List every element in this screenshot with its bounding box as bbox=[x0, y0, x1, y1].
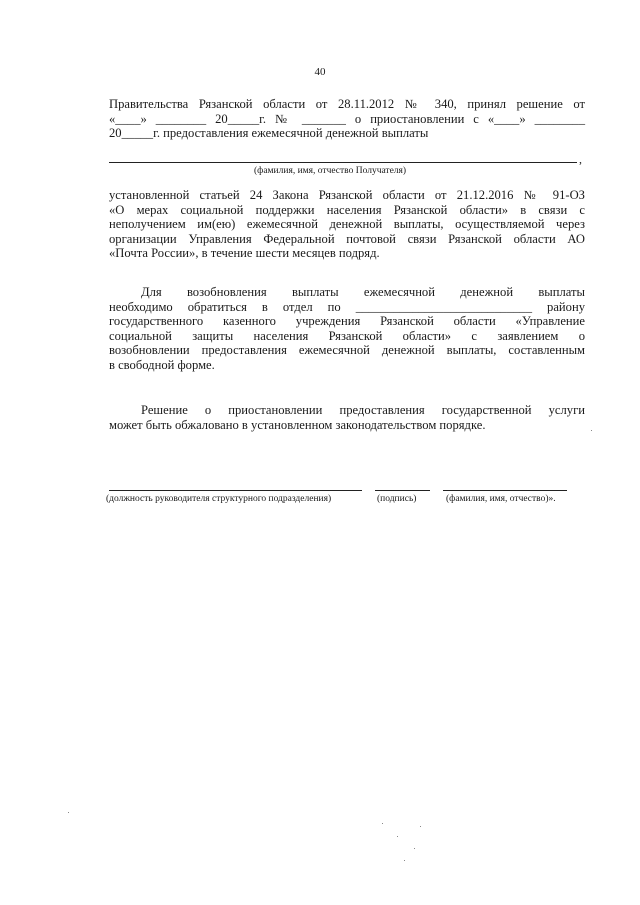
scan-speck bbox=[397, 836, 398, 837]
recipient-fill-line bbox=[109, 162, 577, 163]
text-line: организации Управления Федеральной почтовой связи Рязанской области АО bbox=[109, 231, 585, 246]
text-line: государственного казенного учреждения Рязанской области «Управление bbox=[109, 314, 585, 329]
text-line: 20_____г. предоставления ежемесячной денежной выплаты bbox=[109, 126, 429, 141]
text-line: Решение о приостановлении предоставления государственной услуги bbox=[141, 403, 585, 417]
page-number: 40 bbox=[314, 66, 326, 78]
text-line: в свободной форме. bbox=[109, 357, 215, 372]
text-line: установленной статьей 24 Закона Рязанской области от 21.12.2016 № 91-ОЗ bbox=[109, 188, 585, 202]
scan-speck bbox=[382, 823, 383, 824]
text-line: социальной защиты населения Рязанской области» с заявлением о bbox=[109, 328, 585, 343]
signature-line bbox=[375, 490, 430, 491]
scan-speck bbox=[420, 826, 421, 827]
scan-speck bbox=[414, 848, 415, 849]
text-line: может быть обжаловано в установленном законодательством порядке. bbox=[109, 417, 486, 432]
scan-speck bbox=[591, 430, 592, 431]
text-line: Правительства Рязанской области от 28.11.2012 № 340, принял решение от bbox=[109, 97, 585, 111]
text-line: неполучением им(ею) ежемесячной денежной выплаты, осуществляемой через bbox=[109, 217, 585, 232]
position-caption: (должность руководителя структурного подразделения) bbox=[106, 494, 332, 504]
text-line: «О мерах социальной поддержки населения Рязанской области» в связи с bbox=[109, 202, 585, 217]
text-line: возобновлении предоставления ежемесячной денежной выплаты, составленным bbox=[109, 343, 585, 358]
resumption-paragraph bbox=[109, 285, 585, 373]
text-line: «Почта России», в течение шести месяцев подряд. bbox=[109, 246, 380, 261]
scan-speck bbox=[404, 860, 405, 861]
appeal-paragraph bbox=[109, 403, 585, 432]
text-line: необходимо обратиться в отдел по ____________________________ району bbox=[109, 299, 585, 314]
recipient-caption: (фамилия, имя, отчество Получателя) bbox=[254, 166, 407, 176]
name-signature-line bbox=[443, 490, 567, 491]
signature-caption: (подпись) bbox=[377, 494, 417, 504]
position-signature-line bbox=[109, 490, 362, 491]
text-line: «____» ________ 20_____г. № _______ о приостановлении с «____» ________ bbox=[109, 111, 585, 126]
decision-paragraph bbox=[109, 97, 585, 141]
scan-speck bbox=[68, 812, 69, 813]
text-line: Для возобновления выплаты ежемесячной денежной выплаты bbox=[141, 285, 585, 299]
law-reference-paragraph bbox=[109, 188, 585, 261]
name-caption: (фамилия, имя, отчество)». bbox=[446, 494, 556, 504]
recipient-comma: , bbox=[579, 152, 582, 166]
